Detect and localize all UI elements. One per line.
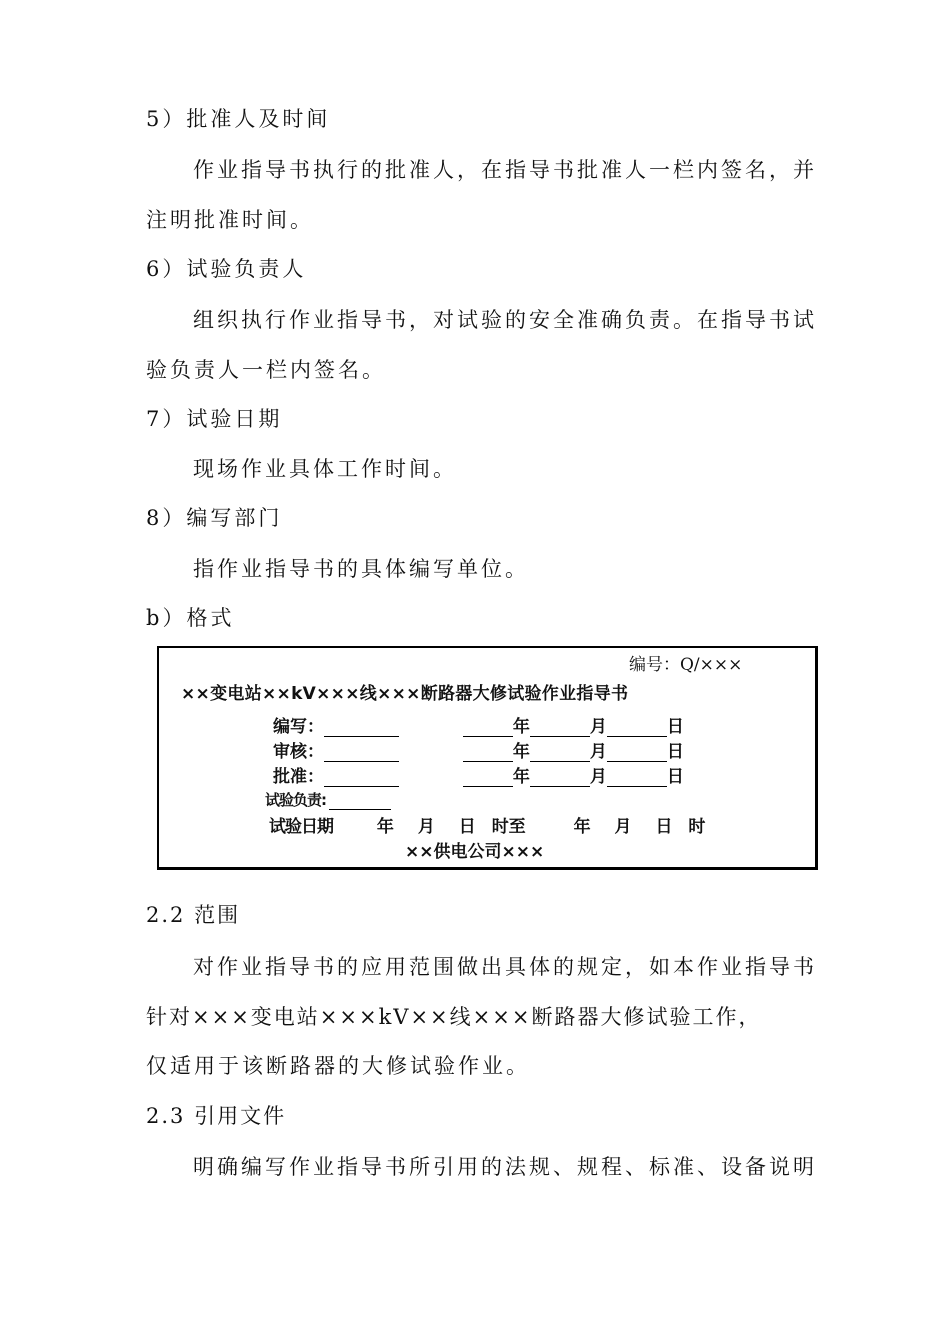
date-part: 月 <box>417 817 435 837</box>
heading-writing-dept: 8）编写部门 <box>146 506 283 530</box>
form-row-approve <box>273 762 684 787</box>
day-blank <box>607 718 667 737</box>
month-label: 月 <box>589 742 607 762</box>
form-row-test-date <box>269 812 705 837</box>
heading-approver: 5）批准人及时间 <box>146 107 331 131</box>
paragraph-text: 针对×××变电站×××kV××线×××断路器大修试验工作， <box>146 1005 762 1029</box>
sign-blank <box>324 743 399 762</box>
heading-test-leader: 6）试验负责人 <box>146 257 307 281</box>
sign-blank <box>324 718 399 737</box>
date-part: 时至 <box>491 817 526 837</box>
leader-label: 试验负责: <box>265 791 326 809</box>
paragraph-text: 组织执行作业指导书，对试验的安全准确负责。在指导书试 <box>193 308 817 332</box>
month-label: 月 <box>589 717 607 737</box>
month-blank <box>530 768 590 787</box>
row-label: 编写： <box>273 717 324 737</box>
date-label: 试验日期 <box>269 817 333 837</box>
row-label: 批准： <box>273 767 324 787</box>
date-part: 年 <box>573 817 591 837</box>
paragraph-text: 明确编写作业指导书所引用的法规、规程、标准、设备说明 <box>193 1155 817 1179</box>
month-blank <box>530 743 590 762</box>
form-company: ××供电公司××× <box>405 842 545 862</box>
date-part: 时 <box>688 817 706 837</box>
day-label: 日 <box>666 717 684 737</box>
date-part: 月 <box>614 817 632 837</box>
heading-test-date: 7）试验日期 <box>146 407 283 431</box>
year-label: 年 <box>512 767 530 787</box>
paragraph-text: 对作业指导书的应用范围做出具体的规定，如本作业指导书 <box>193 955 817 979</box>
leader-blank <box>329 791 391 810</box>
year-label: 年 <box>512 717 530 737</box>
day-label: 日 <box>666 742 684 762</box>
month-blank <box>530 718 590 737</box>
year-blank <box>463 768 513 787</box>
cover-form-sample <box>157 646 818 870</box>
date-part: 年 <box>376 817 394 837</box>
date-part: 日 <box>655 817 673 837</box>
date-part: 日 <box>458 817 476 837</box>
paragraph-text: 现场作业具体工作时间。 <box>193 457 457 481</box>
form-row-leader <box>265 789 391 810</box>
paragraph-text: 作业指导书执行的批准人，在指导书批准人一栏内签名，并 <box>193 158 817 182</box>
form-row-review <box>273 737 684 762</box>
sign-blank <box>324 768 399 787</box>
day-blank <box>607 743 667 762</box>
paragraph-text: 验负责人一栏内签名。 <box>146 358 386 382</box>
year-blank <box>463 743 513 762</box>
heading-format: b）格式 <box>146 606 235 630</box>
paragraph-text: 仅适用于该断路器的大修试验作业。 <box>146 1054 530 1078</box>
day-blank <box>607 768 667 787</box>
year-label: 年 <box>512 742 530 762</box>
form-title: ××变电站××kV×××线×××断路器大修试验作业指导书 <box>181 684 629 704</box>
year-blank <box>463 718 513 737</box>
paragraph-text: 指作业指导书的具体编写单位。 <box>193 557 529 581</box>
month-label: 月 <box>589 767 607 787</box>
row-label: 审核： <box>273 742 324 762</box>
paragraph-text: 注明批准时间。 <box>146 208 314 232</box>
form-code: 编号：Q/××× <box>629 655 743 675</box>
heading-scope: 2.2 范围 <box>146 903 241 927</box>
heading-references: 2.3 引用文件 <box>146 1104 287 1128</box>
day-label: 日 <box>666 767 684 787</box>
form-row-write <box>273 712 684 737</box>
